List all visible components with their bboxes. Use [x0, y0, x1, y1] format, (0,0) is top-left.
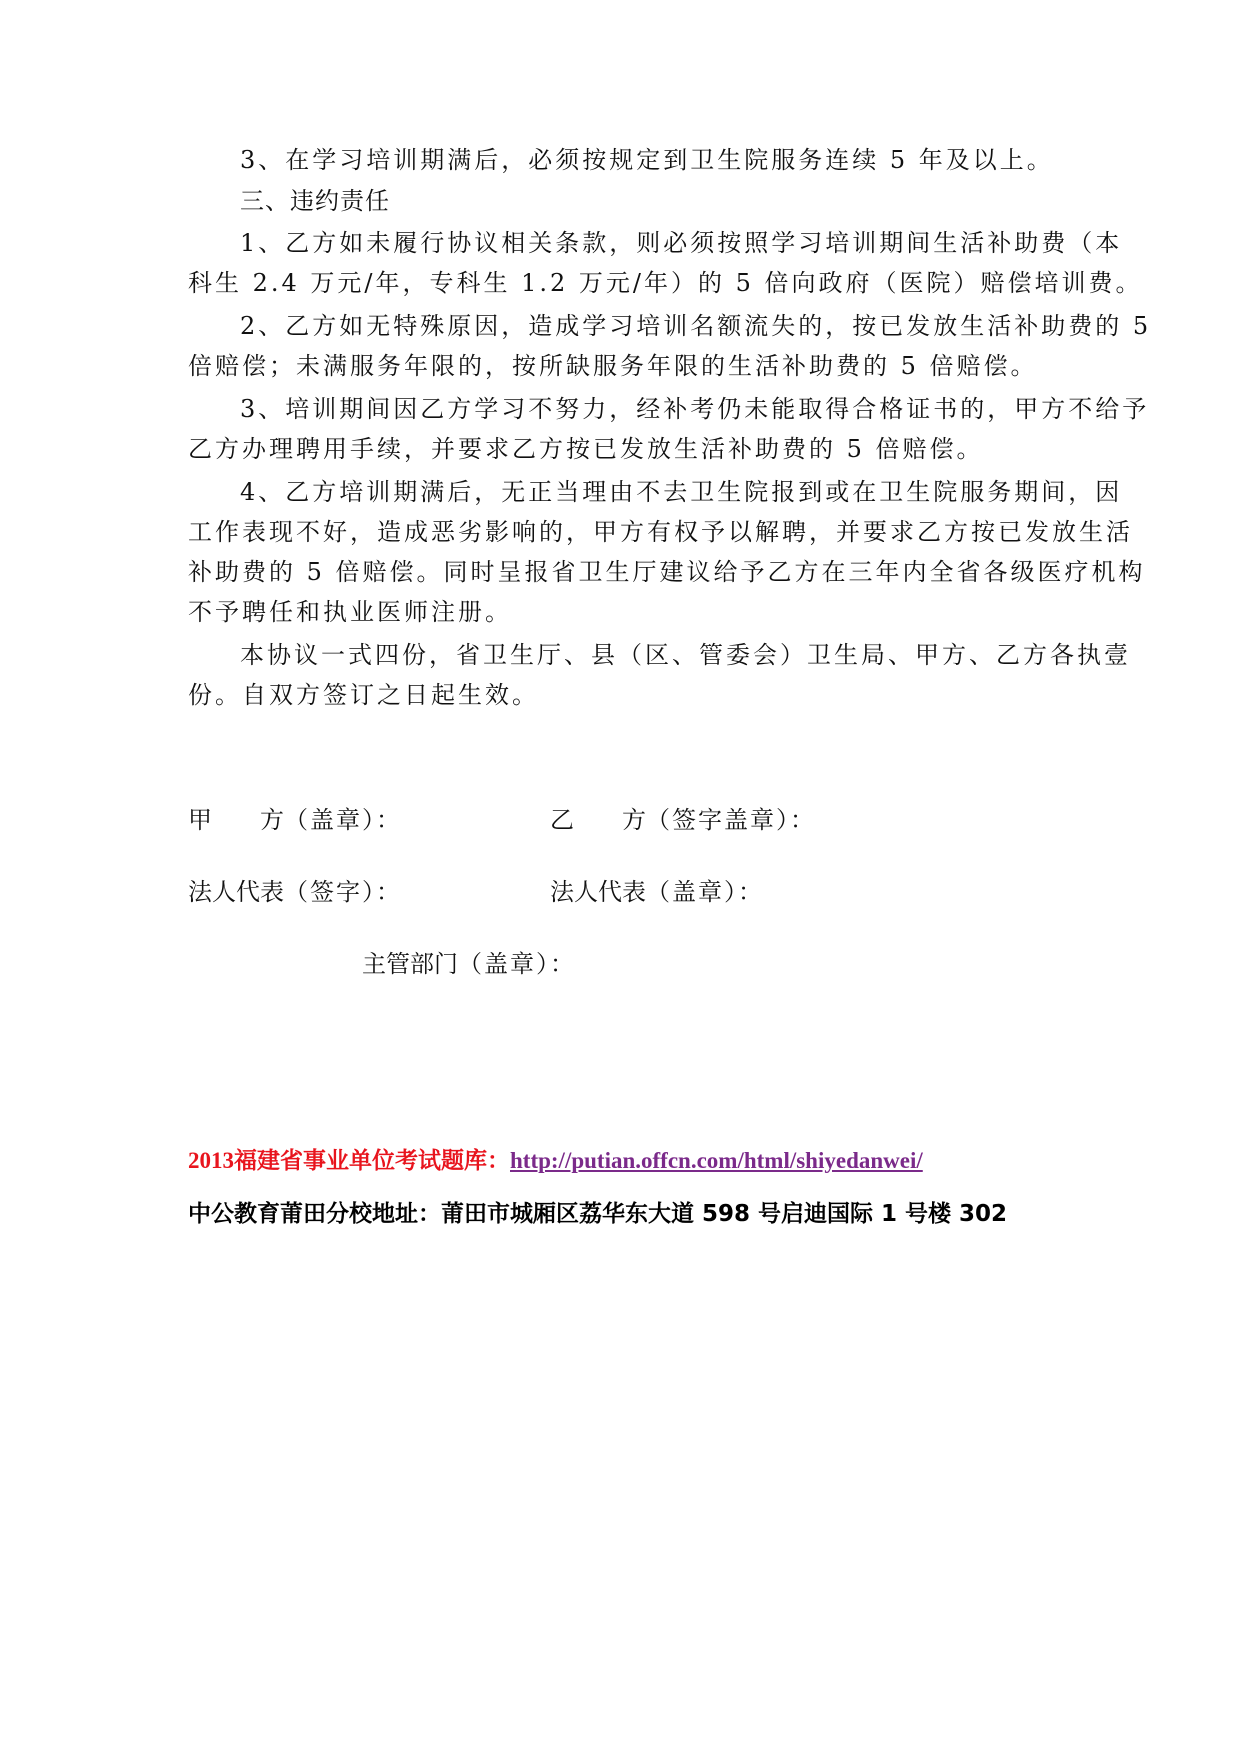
breach-clause-4-line-4: 不予聘任和执业医师注册。 [188, 598, 512, 626]
breach-clause-4-line-3: 补助费的 5 倍赔偿。同时呈报省卫生厅建议给予乙方在三年内全省各级医疗机构 [188, 558, 1146, 586]
party-b-note: （签字盖章）： [646, 806, 816, 834]
legal-rep-a-signature [188, 877, 402, 907]
exam-bank-link[interactable]: http://putian.offcn.com/html/shiyedanwei/ [510, 1148, 923, 1173]
breach-clause-2-line-1: 2、乙方如无特殊原因，造成学习培训名额流失的，按已发放生活补助费的 5 [240, 312, 1152, 340]
legal-rep-a-label: 法人代表 [188, 878, 284, 906]
department-signature [362, 949, 576, 979]
section-heading-breach: 三、违约责任 [240, 187, 390, 215]
party-b-label: 乙 方 [550, 806, 646, 834]
legal-rep-b-note: （盖章）： [646, 878, 764, 906]
party-a-label: 甲 方 [188, 806, 284, 834]
department-label: 主管部门 [362, 950, 458, 978]
branch-address-footer: 中公教育莆田分校地址：莆田市城厢区荔华东大道 598 号启迪国际 1 号楼 302 [188, 1201, 1008, 1227]
legal-rep-b-label: 法人代表 [550, 878, 646, 906]
breach-clause-2-line-2: 倍赔偿；未满服务年限的，按所缺服务年限的生活补助费的 5 倍赔偿。 [188, 352, 1038, 380]
legal-rep-b-signature [550, 877, 764, 907]
breach-clause-3-line-2: 乙方办理聘用手续，并要求乙方按已发放生活补助费的 5 倍赔偿。 [188, 435, 984, 463]
breach-clause-1-line-1: 1、乙方如未履行协议相关条款，则必须按照学习培训期间生活补助费（本 [240, 229, 1123, 257]
exam-bank-label: 2013福建省事业单位考试题库： [188, 1148, 510, 1173]
party-b-signature [550, 805, 816, 835]
department-note: （盖章）： [458, 950, 576, 978]
party-a-signature [188, 805, 402, 835]
copies-clause-line-1: 本协议一式四份，省卫生厅、县（区、管委会）卫生局、甲方、乙方各执壹 [240, 641, 1131, 669]
copies-clause-line-2: 份。自双方签订之日起生效。 [188, 681, 539, 709]
exam-bank-footer [188, 1146, 923, 1176]
breach-clause-4-line-1: 4、乙方培训期满后，无正当理由不去卫生院报到或在卫生院服务期间，因 [240, 478, 1123, 506]
clause-3-service: 3、在学习培训期满后，必须按规定到卫生院服务连续 5 年及以上。 [240, 146, 1054, 174]
breach-clause-1-line-2: 科生 2.4 万元/年，专科生 1.2 万元/年）的 5 倍向政府（医院）赔偿培训费。 [188, 269, 1143, 297]
legal-rep-a-note: （签字）： [284, 878, 402, 906]
breach-clause-3-line-1: 3、培训期间因乙方学习不努力，经补考仍未能取得合格证书的，甲方不给予 [240, 395, 1150, 423]
breach-clause-4-line-2: 工作表现不好，造成恶劣影响的，甲方有权予以解聘，并要求乙方按已发放生活 [188, 518, 1133, 546]
party-a-note: （盖章）： [284, 806, 402, 834]
